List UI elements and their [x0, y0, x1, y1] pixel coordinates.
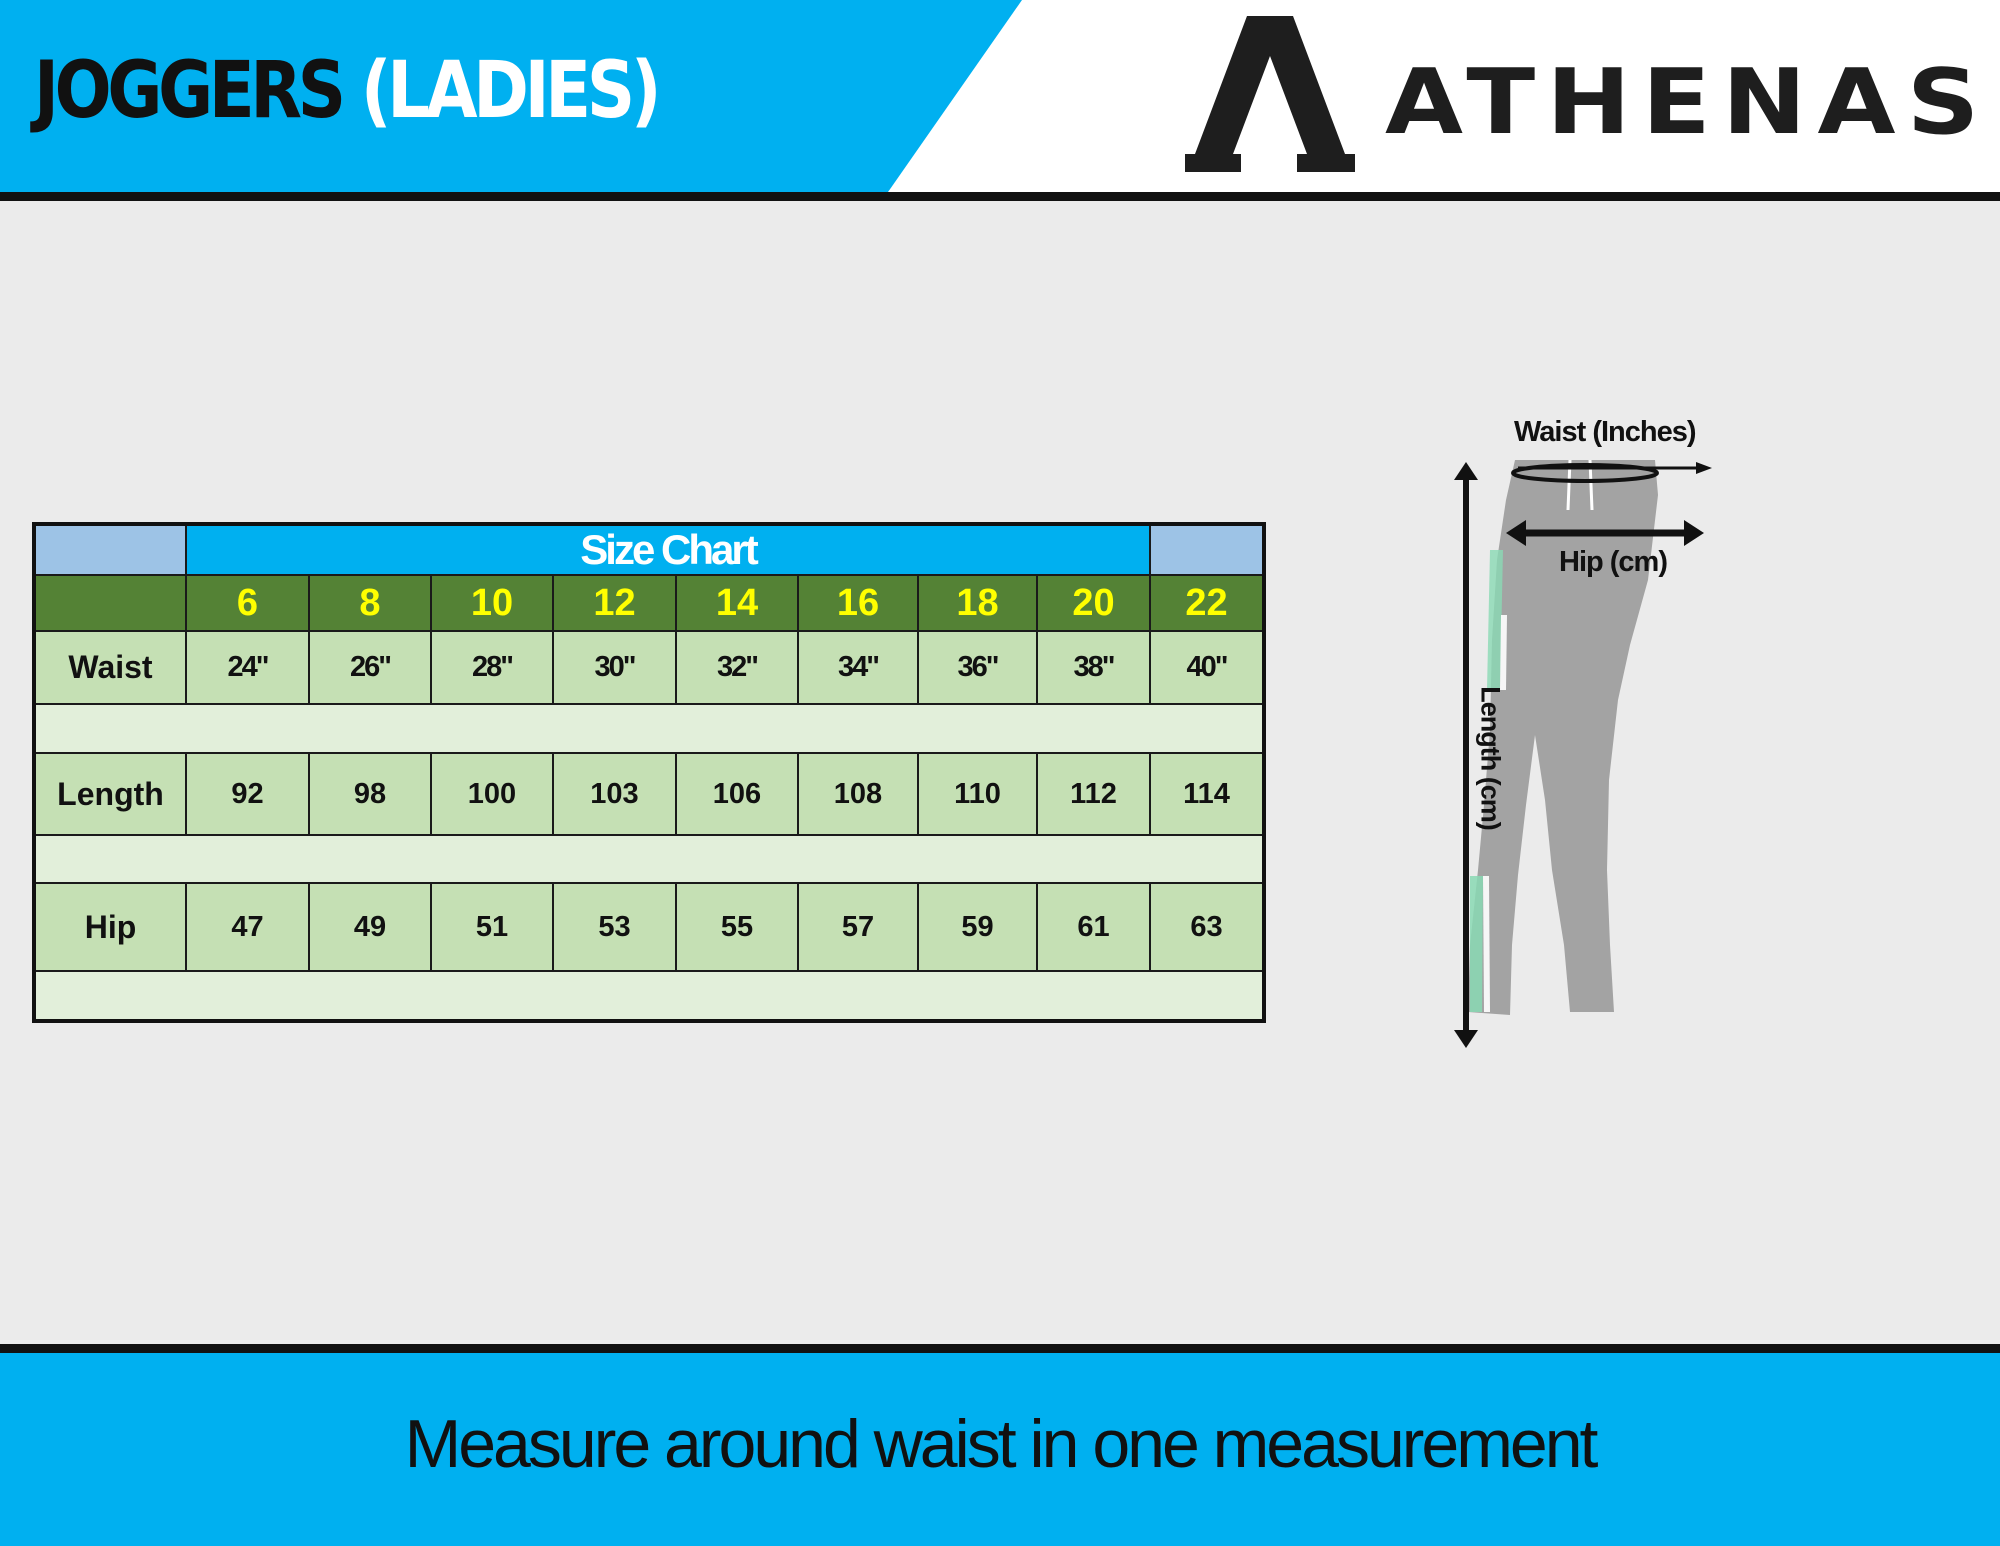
table-row-length — [34, 753, 1264, 835]
row-label: Length — [34, 753, 186, 835]
size-header: 6 — [186, 575, 309, 631]
table-cell: 36" — [918, 631, 1037, 704]
table-cell: 51 — [431, 883, 553, 971]
header-divider — [0, 192, 2000, 201]
table-row-waist — [34, 631, 1264, 704]
spacer-cell — [34, 704, 1264, 753]
table-cell: 40" — [1150, 631, 1264, 704]
spacer-cell — [34, 971, 1264, 1021]
table-cell: 34" — [798, 631, 918, 704]
size-header: 22 — [1150, 575, 1264, 631]
row-label: Waist — [34, 631, 186, 704]
corner-cell-right — [1150, 524, 1264, 575]
footer-divider — [0, 1344, 2000, 1353]
table-cell: 26" — [309, 631, 431, 704]
waist-arrow-head-icon — [1696, 462, 1712, 474]
size-header: 10 — [431, 575, 553, 631]
spacer-row — [34, 704, 1264, 753]
length-arrow-bottom-icon — [1454, 1030, 1478, 1048]
table-cell: 112 — [1037, 753, 1150, 835]
title-main: JOGGERS — [34, 46, 342, 136]
header — [0, 0, 2000, 192]
brand-name: ATHENAS — [1385, 50, 1991, 155]
size-header: 8 — [309, 575, 431, 631]
length-arrow-top-icon — [1454, 462, 1478, 480]
table-cell: 92 — [186, 753, 309, 835]
brand-logo-icon — [1185, 14, 1355, 174]
size-header-empty — [34, 575, 186, 631]
size-header: 18 — [918, 575, 1037, 631]
size-header-row — [34, 575, 1264, 631]
hip-label: Hip (cm) — [1559, 546, 1667, 578]
spacer-row — [34, 971, 1264, 1021]
table-cell: 47 — [186, 883, 309, 971]
table-cell: 61 — [1037, 883, 1150, 971]
footer-instruction: Measure around waist in one measurement — [404, 1406, 1596, 1482]
table-cell: 30" — [553, 631, 676, 704]
table-cell: 108 — [798, 753, 918, 835]
table-cell: 63 — [1150, 883, 1264, 971]
table-cell: 103 — [553, 753, 676, 835]
page-title — [34, 46, 658, 136]
table-cell: 53 — [553, 883, 676, 971]
table-cell: 100 — [431, 753, 553, 835]
size-header: 14 — [676, 575, 798, 631]
row-label: Hip — [34, 883, 186, 971]
table-cell: 106 — [676, 753, 798, 835]
spacer-row — [34, 835, 1264, 883]
table-cell: 110 — [918, 753, 1037, 835]
waist-label: Waist (Inches) — [1514, 416, 1696, 448]
table-cell: 55 — [676, 883, 798, 971]
table-cell: 38" — [1037, 631, 1150, 704]
table-cell: 24" — [186, 631, 309, 704]
size-header: 20 — [1037, 575, 1150, 631]
corner-cell-left — [34, 524, 186, 575]
length-label: Length (cm) — [1475, 686, 1506, 830]
size-chart-table — [32, 522, 1266, 1023]
table-row-hip — [34, 883, 1264, 971]
table-cell: 49 — [309, 883, 431, 971]
hip-arrow-right-icon — [1684, 520, 1704, 546]
table-cell: 32" — [676, 631, 798, 704]
table-cell: 59 — [918, 883, 1037, 971]
size-header: 16 — [798, 575, 918, 631]
spacer-cell — [34, 835, 1264, 883]
table-cell: 114 — [1150, 753, 1264, 835]
size-chart-banner: Size Chart — [186, 524, 1150, 575]
table-cell: 98 — [309, 753, 431, 835]
size-header: 12 — [553, 575, 676, 631]
title-sub: (LADIES) — [360, 46, 658, 136]
table-cell: 28" — [431, 631, 553, 704]
table-cell: 57 — [798, 883, 918, 971]
